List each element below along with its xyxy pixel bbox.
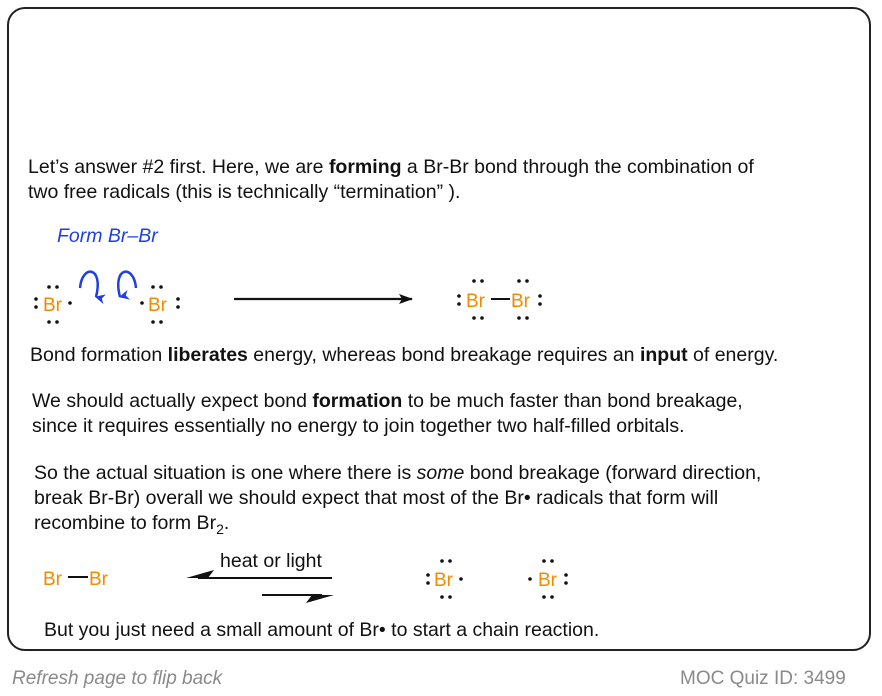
para1-bold-liberates: liberates (167, 344, 248, 366)
closing-text: But you just need a small amount of Br• to start a chain reaction. (44, 619, 600, 641)
radical-2-symbol: Br (538, 570, 557, 591)
intro-text-a: Let’s answer #2 first. Here, we are (28, 156, 329, 178)
form-br-br-caption: Form Br–Br (57, 225, 158, 247)
para2-text-a: We should actually expect bond (32, 390, 313, 412)
para3-text-a: So the actual situation is one where there is (34, 462, 417, 484)
br-radical-product-1 (426, 559, 463, 599)
para-expect-line-2: since it requires essentially no energy to join together two half-filled orbitals. (32, 415, 685, 437)
para1-text-a: Bond formation (30, 344, 168, 366)
para2-text-b: to be much faster than bond breakage, (402, 390, 743, 412)
para1-bold-input: input (639, 344, 688, 366)
intro-text-b: a Br-Br bond through the combination of (401, 156, 754, 178)
quiz-id-label: MOC Quiz ID: 3499 (680, 668, 846, 689)
eq-br-left-symbol: Br (43, 569, 62, 590)
refresh-flip-back-link[interactable]: Refresh page to flip back (12, 668, 223, 689)
para1-text-b: energy, whereas bond breakage requires an (247, 344, 640, 366)
br2-molecule (43, 569, 109, 590)
radical-1-symbol: Br (434, 570, 453, 591)
br-radical-product-2 (528, 559, 568, 599)
para2-bold-formation: formation (312, 390, 403, 412)
product-br-right-symbol: Br (511, 291, 530, 312)
para3-line3-text: recombine to form Br (34, 512, 217, 534)
para3-italic-some: some (416, 462, 465, 484)
reverse-arrowhead-icon (186, 570, 214, 578)
br-left-symbol: Br (43, 295, 62, 316)
intro-line-2: two free radicals (this is technically “termination” ). (28, 181, 461, 203)
eq-br-right-symbol: Br (89, 569, 108, 590)
para3-line3-period: . (223, 512, 230, 534)
forward-arrowhead-icon (306, 595, 334, 603)
para-situation-line-2: break Br-Br) overall we should expect that most of the Br• radicals that form will (34, 487, 719, 509)
heat-or-light-label: heat or light (220, 550, 322, 572)
product-br-left-symbol: Br (466, 291, 485, 312)
br-right-symbol: Br (148, 295, 167, 316)
para3-subscript-2: 2 (216, 520, 224, 537)
para3-text-b: bond breakage (forward direction, (464, 462, 762, 484)
intro-bold-forming: forming (328, 156, 402, 178)
para1-text-c: of energy. (687, 344, 779, 366)
